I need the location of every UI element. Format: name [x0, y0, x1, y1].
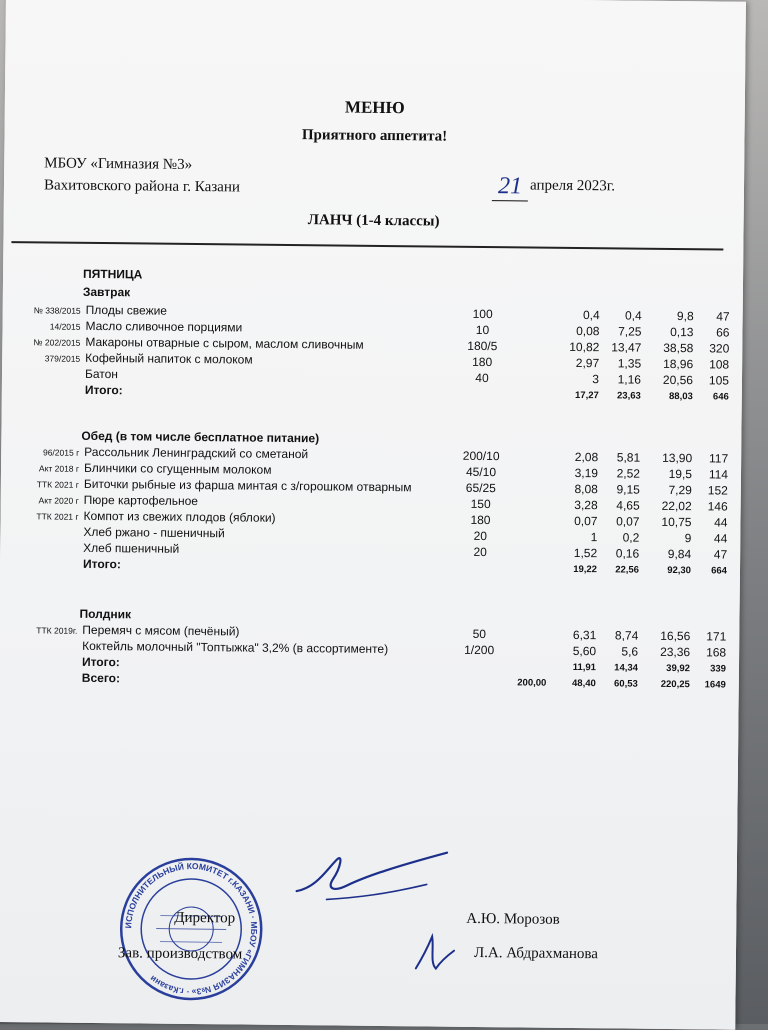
cell-f: 13,47 — [611, 340, 642, 355]
total-c: 92,30 — [667, 564, 692, 577]
cell-name: Масло сливочное порциями — [85, 318, 243, 335]
cell-code — [0, 527, 78, 528]
cell-name: Хлеб пшеничный — [83, 540, 180, 556]
cell-k: 66 — [716, 325, 730, 340]
total-label: Итого: — [84, 382, 123, 398]
divider — [11, 241, 723, 250]
cell-c: 13,90 — [662, 450, 693, 466]
cell-c: 20,56 — [662, 372, 694, 388]
cell-name: Плоды свежие — [85, 302, 168, 318]
cell-f: 1,16 — [617, 372, 642, 387]
cell-out: 45/10 — [465, 464, 497, 480]
cell-k: 47 — [713, 547, 728, 562]
cell-f: 5,81 — [616, 450, 641, 465]
total-f: 23,63 — [616, 390, 641, 402]
cell-out: 150 — [470, 496, 491, 512]
total-label: Итого: — [81, 654, 120, 670]
cell-f: 0,16 — [615, 546, 640, 561]
school-info — [44, 152, 240, 198]
cell-p: 1 — [590, 530, 598, 545]
cell-code: № 338/2015 — [33, 305, 81, 316]
cell-code: 96/2015 г — [42, 447, 80, 458]
total-p: 11,91 — [572, 661, 597, 674]
production-name: Л.А. Абдрахманова — [473, 944, 599, 963]
cell-p: 8,08 — [574, 481, 598, 497]
cell-c: 9 — [684, 531, 692, 546]
cell-name: Компот из свежих плодов (яблоки) — [83, 508, 276, 525]
cell-p: 2,08 — [574, 449, 599, 465]
cell-c: 0,13 — [670, 324, 694, 340]
total-k: 664 — [711, 565, 728, 577]
cell-p: 1,52 — [573, 545, 598, 561]
cell-k: 117 — [708, 451, 729, 466]
total-p: 48,40 — [571, 677, 596, 690]
cell-f: 9,15 — [616, 482, 640, 497]
cell-out: 10 — [475, 322, 490, 338]
total-k: 1649 — [704, 679, 726, 691]
cell-c: 38,58 — [663, 340, 694, 356]
cell-k: 105 — [708, 373, 730, 388]
cell-p: 3,19 — [574, 465, 599, 481]
total-out: 200,00 — [517, 677, 547, 689]
cell-out: 50 — [472, 626, 487, 642]
page-subtitle: Приятного аппетита! — [301, 127, 448, 145]
total-f: 14,34 — [614, 662, 639, 674]
cell-p: 0,4 — [582, 308, 600, 323]
cell-f: 0,07 — [616, 514, 640, 529]
cell-f: 4,65 — [616, 498, 640, 513]
cell-out: 40 — [475, 370, 489, 386]
total-p: 19,22 — [573, 563, 598, 576]
cell-code: Акт 2020 г — [38, 495, 79, 506]
date-month-year: апреля 2023г. — [529, 177, 616, 195]
cell-name: Кофейный напиток с молоком — [85, 350, 253, 367]
cell-c: 16,56 — [660, 628, 691, 644]
cell-f: 0,4 — [624, 308, 642, 323]
cell-f: 2,52 — [616, 466, 641, 481]
total-c: 39,92 — [666, 662, 691, 675]
cell-out: 20 — [473, 544, 487, 560]
cell-p: 0,07 — [574, 513, 598, 529]
cell-c: 22,02 — [661, 498, 692, 514]
cell-code: № 202/2015 — [33, 337, 81, 348]
cell-code: Акт 2018 г — [38, 463, 80, 474]
total-c: 88,03 — [668, 390, 693, 403]
cell-out: 1/200 — [464, 642, 495, 658]
cell-c: 18,96 — [663, 356, 694, 372]
school-name: МБОУ «Гимназия №3» — [44, 155, 193, 173]
cell-name: Рассольник Ленинградский со сметаной — [84, 444, 309, 462]
cell-k: 171 — [706, 629, 727, 644]
page-title: МЕНЮ — [344, 97, 405, 118]
cell-c: 7,29 — [668, 482, 692, 498]
breakfast-heading: Завтрак — [82, 284, 131, 300]
cell-code: ТТК 2019г. — [36, 625, 78, 636]
total-f: 60,53 — [613, 678, 638, 690]
cell-k: 47 — [716, 309, 730, 324]
cell-c: 9,8 — [676, 309, 694, 324]
cell-code: ТТК 2021 г — [36, 479, 79, 490]
cell-k: 114 — [708, 467, 729, 482]
cell-out: 100 — [472, 306, 493, 322]
cell-c: 23,36 — [660, 644, 691, 660]
cell-c: 10,75 — [661, 514, 692, 530]
lunch-heading: Обед (в том числе бесплатное питание) — [81, 428, 320, 446]
total-f: 22,56 — [615, 564, 640, 576]
day-label: ПЯТНИЦА — [83, 266, 143, 282]
cell-f: 5,6 — [621, 644, 639, 659]
cell-name: Макароны отварные с сыром, маслом сливочным — [85, 334, 364, 352]
total-k: 339 — [710, 663, 727, 675]
cell-p: 0,08 — [576, 323, 600, 339]
production-title: Зав. производством — [117, 945, 243, 963]
menu-date — [492, 169, 615, 198]
cell-c: 9,84 — [667, 546, 692, 562]
cell-f: 7,25 — [618, 324, 642, 339]
cell-k: 168 — [706, 645, 727, 660]
cell-code — [2, 369, 80, 370]
cell-name: Перемяч с мясом (печёный) — [82, 622, 240, 639]
cell-code: ТТК 2021 г — [36, 511, 79, 522]
cell-k: 152 — [707, 483, 728, 498]
cell-out: 200/10 — [462, 448, 500, 464]
menu-table — [3, 266, 743, 691]
cell-name: Пюре картофельное — [83, 492, 199, 509]
cell-name: Коктейль молочный "Топтыжка" 3,2% (в ассортименте) — [82, 638, 389, 657]
cell-p: 5,60 — [572, 643, 597, 659]
school-district: Вахитовского района г. Казани — [43, 177, 241, 196]
cell-out: 65/25 — [465, 480, 496, 496]
cell-out: 180 — [472, 354, 493, 370]
cell-code — [0, 543, 78, 544]
cell-out: 180 — [470, 512, 491, 528]
total-c: 220,25 — [660, 678, 690, 691]
cell-k: 44 — [714, 515, 728, 530]
section-title: ЛАНЧ (1-4 классы) — [307, 212, 440, 230]
cell-k: 146 — [707, 499, 728, 514]
director-name: А.Ю. Морозов — [466, 910, 560, 928]
snack-heading: Полдник — [79, 606, 132, 622]
cell-out: 20 — [473, 528, 488, 544]
director-signature — [286, 839, 457, 921]
cell-p: 3,28 — [574, 497, 598, 513]
cell-code — [0, 641, 77, 642]
cell-c: 19,5 — [668, 466, 693, 482]
cell-name: Биточки рыбные из фарша минтая с з/горошком отварным — [83, 476, 412, 495]
cell-p: 2,97 — [575, 355, 600, 371]
cell-k: 108 — [709, 357, 730, 372]
cell-name: Батон — [84, 366, 119, 382]
cell-k: 320 — [709, 341, 730, 356]
cell-code: 14/2015 — [49, 321, 81, 332]
official-stamp — [115, 853, 267, 1005]
total-label: Всего: — [81, 670, 121, 686]
cell-f: 1,35 — [617, 356, 642, 371]
cell-p: 6,31 — [572, 627, 597, 643]
cell-p: 3 — [592, 372, 600, 387]
cell-name: Хлеб ржано - пшеничный — [83, 524, 225, 541]
date-day-handwritten: 21 — [492, 173, 528, 201]
total-k: 646 — [712, 391, 729, 403]
cell-f: 0,2 — [622, 530, 640, 545]
cell-name: Блинчики со сгущенным молоком — [83, 460, 272, 477]
cell-p: 10,82 — [569, 339, 600, 355]
cell-code: 379/2015 — [44, 353, 81, 364]
production-signature — [406, 928, 467, 979]
director-title: Директор — [174, 909, 236, 927]
cell-k: 44 — [713, 531, 728, 546]
total-p: 17,27 — [574, 389, 599, 402]
total-label: Итого: — [82, 556, 121, 572]
cell-f: 8,74 — [614, 628, 639, 643]
stamp-text: ИСПОЛНИТЕЛЬНЫЙ КОМИТЕТ г.КАЗАНИ · МБОУ «ГИМНАЗИЯ №3» · г.Казани — [123, 860, 260, 998]
cell-out: 180/5 — [467, 338, 498, 354]
